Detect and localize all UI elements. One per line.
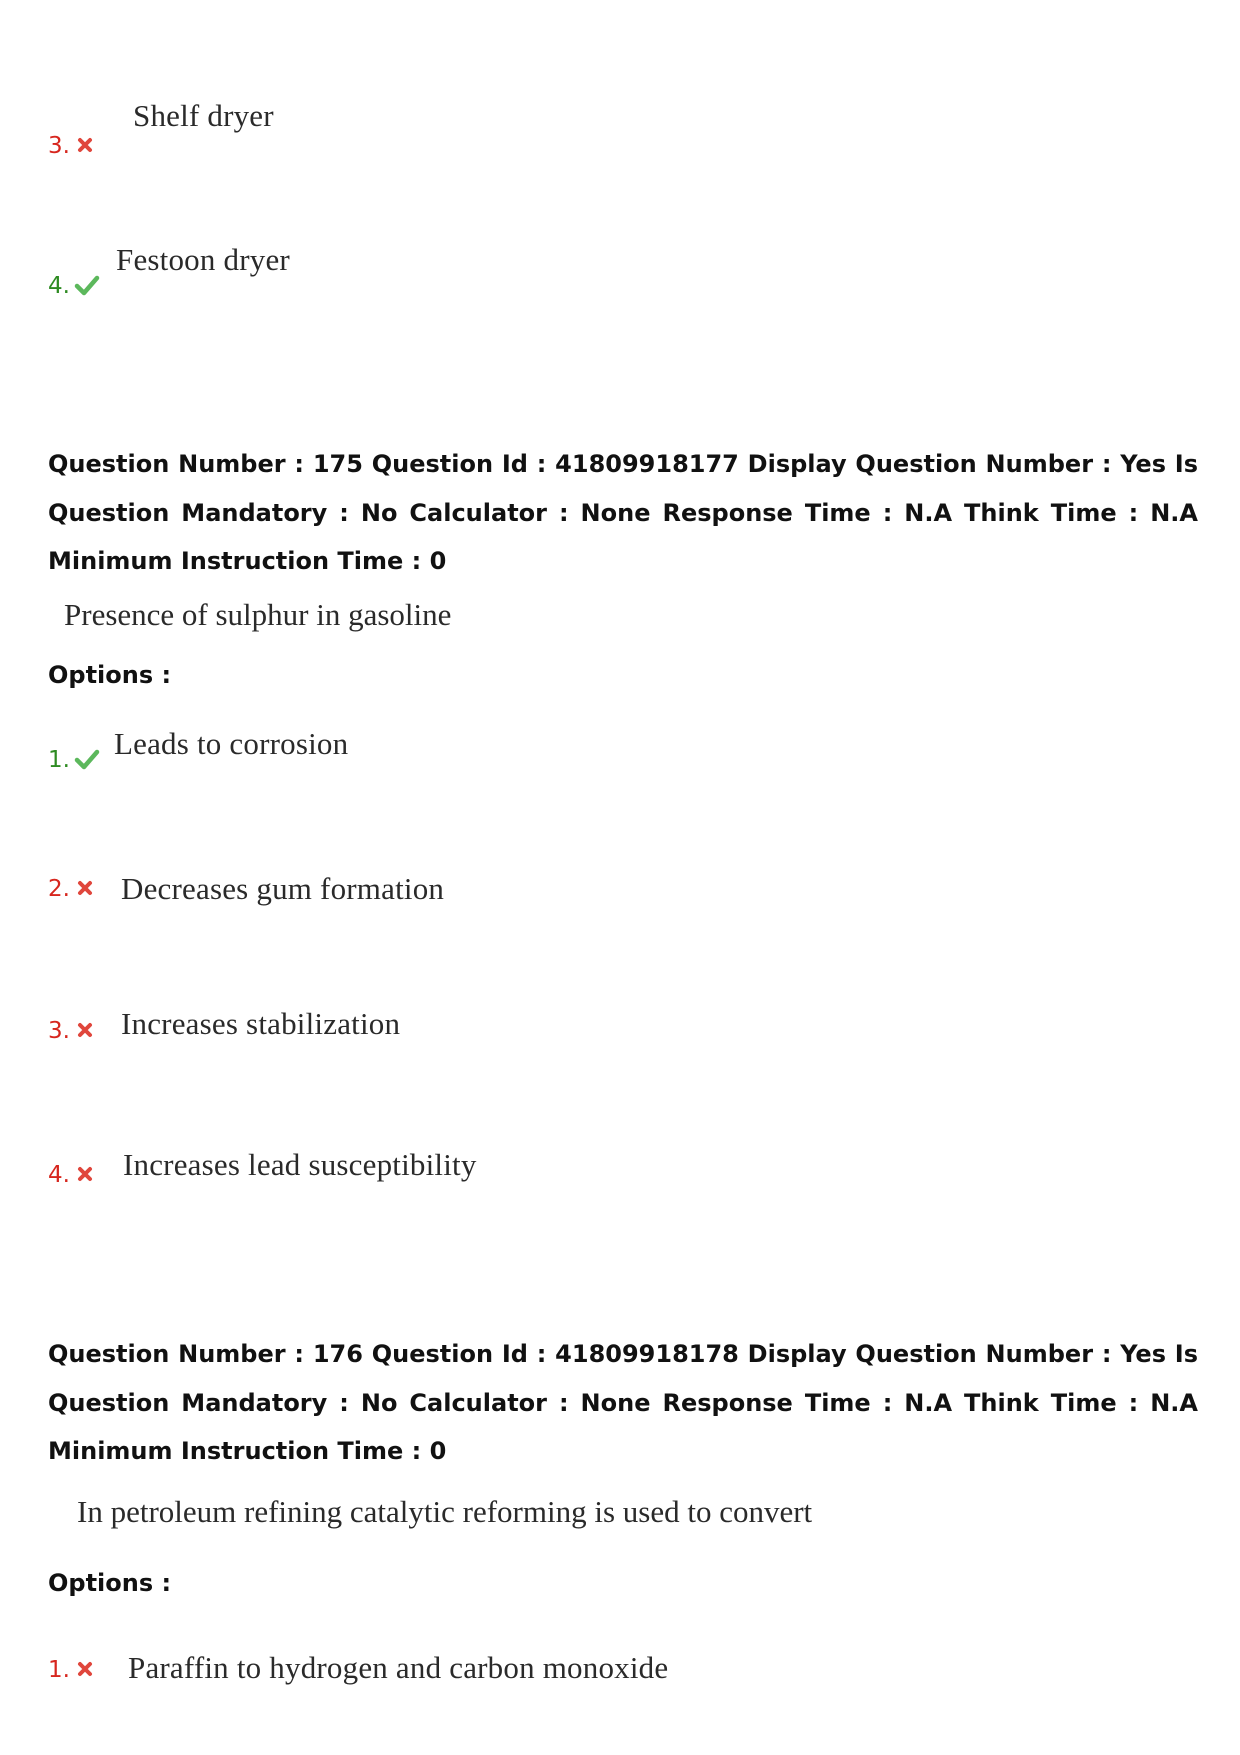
option-text: Paraffin to hydrogen and carbon monoxide [128,1650,669,1685]
question-text: Presence of sulphur in gasoline [64,597,452,632]
option-item [48,965,1048,1045]
option-number: 4. [48,273,70,299]
option-number: 1. [48,747,70,773]
cross-icon [72,132,98,158]
question-text: In petroleum refining catalytic reforming is used to convert [77,1494,813,1529]
option-item [48,1604,1048,1684]
option-text: Shelf dryer [133,98,274,133]
options-label: Options : [48,661,172,689]
options-label: Options : [48,1569,172,1597]
option-text: Decreases gum formation [121,871,445,906]
option-number: 3. [48,133,70,159]
question-meta: Question Number : 175 Question Id : 41809918177 Display Question Number : Yes Is Question Mandatory : No Calculator : None Response Time : N.A Think Time : N.A Minimum Instruction Time : 0 [48,450,1198,575]
option-item [48,80,1048,160]
option-item [48,220,1048,300]
question-meta: Question Number : 176 Question Id : 41809918178 Display Question Number : Yes Is Question Mandatory : No Calculator : None Response Time : N.A Think Time : N.A Minimum Instruction Time : 0 [48,1340,1198,1465]
option-text: Festoon dryer [116,242,290,277]
option-item [48,1109,1048,1189]
option-text: Increases lead susceptibility [123,1147,477,1182]
option-number: 2. [48,876,70,902]
option-number: 3. [48,1018,70,1044]
option-text: Leads to corrosion [114,726,349,761]
check-icon [74,272,100,298]
option-number: 1. [48,1657,70,1683]
option-number: 4. [48,1162,70,1188]
check-icon [74,746,100,772]
cross-icon [72,875,98,901]
option-text: Increases stabilization [121,1006,401,1041]
cross-icon [72,1656,98,1682]
cross-icon [72,1017,98,1043]
option-item [48,823,1048,906]
cross-icon [72,1161,98,1187]
option-item [48,694,1048,774]
